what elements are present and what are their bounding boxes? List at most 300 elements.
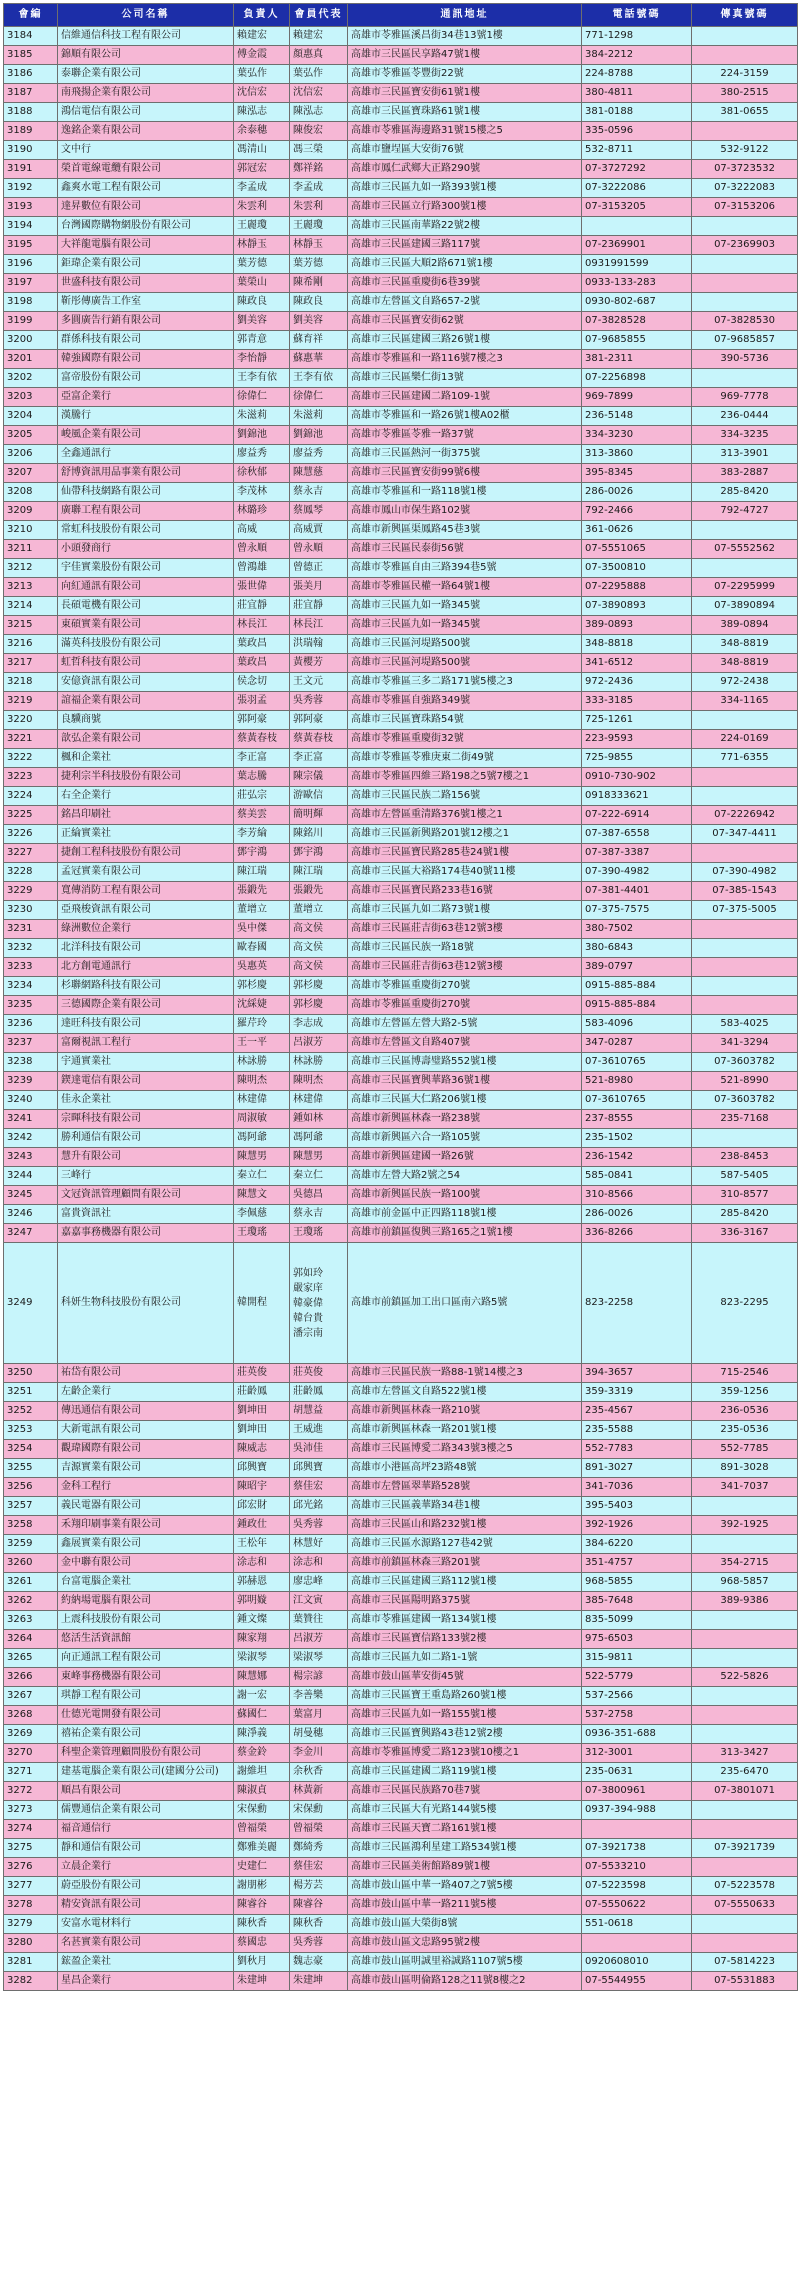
owner-cell: 葉榮山 (234, 274, 290, 293)
member-no-cell: 3185 (4, 46, 58, 65)
representative-cell: 梁淑琴 (290, 1649, 348, 1668)
representative-cell: 李正富 (290, 749, 348, 768)
representative-cell: 林建偉 (290, 1091, 348, 1110)
company-name-cell: 宇通實業社 (58, 1053, 234, 1072)
address-cell: 高雄市新興區六合一路105號 (348, 1129, 582, 1148)
representative-cell: 馮三榮 (290, 141, 348, 160)
fax-cell: 715-2546 (692, 1364, 798, 1383)
phone-cell: 286-0026 (582, 1205, 692, 1224)
fax-cell: 07-3723532 (692, 160, 798, 179)
address-cell: 高雄市鼓山區大榮街8號 (348, 1915, 582, 1934)
representative-cell: 高文侯 (290, 939, 348, 958)
phone-cell: 07-387-3387 (582, 844, 692, 863)
owner-cell: 曾鴻雄 (234, 559, 290, 578)
fax-cell: 392-1925 (692, 1516, 798, 1535)
fax-cell (692, 1934, 798, 1953)
company-name-cell: 南飛揚企業有限公司 (58, 84, 234, 103)
table-row (4, 1421, 798, 1440)
table-header-row (4, 4, 798, 27)
address-cell: 高雄市前金區中正四路118號1樓 (348, 1205, 582, 1224)
phone-cell: 537-2566 (582, 1687, 692, 1706)
company-name-cell: 鍥達電信有限公司 (58, 1072, 234, 1091)
fax-cell: 285-8420 (692, 483, 798, 502)
representative-cell: 王威進 (290, 1421, 348, 1440)
member-no-cell: 3223 (4, 768, 58, 787)
phone-cell: 384-6220 (582, 1535, 692, 1554)
address-cell: 高雄市三民區寶珠路61號1樓 (348, 103, 582, 122)
fax-cell (692, 1915, 798, 1934)
phone-cell: 07-3610765 (582, 1053, 692, 1072)
member-no-cell: 3184 (4, 27, 58, 46)
fax-cell: 972-2438 (692, 673, 798, 692)
table-row (4, 1896, 798, 1915)
company-name-cell: 北方創電通訊行 (58, 958, 234, 977)
fax-cell: 587-5405 (692, 1167, 798, 1186)
address-cell: 高雄市三民區寶興華路36號1樓 (348, 1072, 582, 1091)
member-no-cell: 3270 (4, 1744, 58, 1763)
member-no-cell: 3238 (4, 1053, 58, 1072)
representative-cell: 蔡佳宏 (290, 1478, 348, 1497)
address-cell: 高雄市新興區林森一路210號 (348, 1402, 582, 1421)
table-row (4, 1706, 798, 1725)
table-row (4, 1744, 798, 1763)
representative-cell: 游歐信 (290, 787, 348, 806)
fax-cell (692, 1820, 798, 1839)
member-no-cell: 3260 (4, 1554, 58, 1573)
phone-cell: 0936-351-688 (582, 1725, 692, 1744)
table-row (4, 407, 798, 426)
table-row (4, 1440, 798, 1459)
table-row (4, 369, 798, 388)
owner-cell: 馮清山 (234, 141, 290, 160)
owner-cell: 陳淨義 (234, 1725, 290, 1744)
table-row (4, 293, 798, 312)
representative-cell: 李善樂 (290, 1687, 348, 1706)
fax-cell (692, 1687, 798, 1706)
phone-cell: 384-2212 (582, 46, 692, 65)
owner-cell: 劉坤田 (234, 1421, 290, 1440)
table-row (4, 1820, 798, 1839)
representative-cell: 王麗瓊 (290, 217, 348, 236)
company-name-cell: 誼福企業有限公司 (58, 692, 234, 711)
owner-cell: 莊英俊 (234, 1364, 290, 1383)
representative-cell: 宋保勳 (290, 1801, 348, 1820)
address-cell: 高雄市鹽埕區大安街76號 (348, 141, 582, 160)
address-cell: 高雄市苓雅區和一路26號1樓A02櫃 (348, 407, 582, 426)
member-no-cell: 3276 (4, 1858, 58, 1877)
representative-cell: 郭杉慶 (290, 996, 348, 1015)
address-cell: 高雄市苓雅區苓豐街22號 (348, 65, 582, 84)
representative-cell: 鄭綺秀 (290, 1839, 348, 1858)
table-row (4, 1383, 798, 1402)
member-no-cell: 3265 (4, 1649, 58, 1668)
address-cell: 高雄市新興區林森一路238號 (348, 1110, 582, 1129)
phone-cell: 975-6503 (582, 1630, 692, 1649)
member-no-cell: 3218 (4, 673, 58, 692)
owner-cell: 史建仁 (234, 1858, 290, 1877)
member-no-cell: 3269 (4, 1725, 58, 1744)
address-cell: 高雄市三民區莊吉街63巷12號3樓 (348, 958, 582, 977)
phone-cell: 583-4096 (582, 1015, 692, 1034)
fax-cell: 235-7168 (692, 1110, 798, 1129)
representative-cell: 吳秀蓉 (290, 1516, 348, 1535)
company-name-cell: 慧升有限公司 (58, 1148, 234, 1167)
owner-cell: 李孟成 (234, 179, 290, 198)
company-name-cell: 上震科技股份有限公司 (58, 1611, 234, 1630)
address-cell: 高雄市左營區左營大路2-5號 (348, 1015, 582, 1034)
phone-cell: 224-8788 (582, 65, 692, 84)
fax-cell (692, 46, 798, 65)
table-row (4, 844, 798, 863)
company-name-cell: 義民電器有限公司 (58, 1497, 234, 1516)
representative-cell: 葉芳德 (290, 255, 348, 274)
phone-cell: 823-2258 (582, 1243, 692, 1364)
company-name-cell: 孟冠實業有限公司 (58, 863, 234, 882)
member-no-cell: 3275 (4, 1839, 58, 1858)
member-no-cell: 3186 (4, 65, 58, 84)
representative-cell: 陳慧男 (290, 1148, 348, 1167)
member-no-cell: 3280 (4, 1934, 58, 1953)
member-no-cell: 3272 (4, 1782, 58, 1801)
address-cell: 高雄市新興區民族一路100號 (348, 1186, 582, 1205)
address-cell: 高雄市三民區寶安街62號 (348, 312, 582, 331)
table-row (4, 597, 798, 616)
address-cell: 高雄市三民區民享路47號1樓 (348, 46, 582, 65)
company-name-cell: 福音通信行 (58, 1820, 234, 1839)
fax-cell: 07-390-4982 (692, 863, 798, 882)
representative-cell: 林長江 (290, 616, 348, 635)
fax-cell: 389-9386 (692, 1592, 798, 1611)
fax-cell (692, 939, 798, 958)
owner-cell: 邱興寶 (234, 1459, 290, 1478)
member-no-cell: 3191 (4, 160, 58, 179)
address-cell: 高雄市三民區水源路127巷42號 (348, 1535, 582, 1554)
company-name-cell: 安富水電材料行 (58, 1915, 234, 1934)
phone-cell: 389-0893 (582, 616, 692, 635)
owner-cell: 徐秋郁 (234, 464, 290, 483)
phone-cell: 380-6843 (582, 939, 692, 958)
phone-cell (582, 1934, 692, 1953)
fax-cell: 310-8577 (692, 1186, 798, 1205)
fax-cell: 969-7778 (692, 388, 798, 407)
address-cell: 高雄市三民區九如一路155號1樓 (348, 1706, 582, 1725)
member-no-cell: 3204 (4, 407, 58, 426)
header-representative: 會員代表 (290, 4, 348, 27)
member-no-cell: 3197 (4, 274, 58, 293)
phone-cell: 223-9593 (582, 730, 692, 749)
member-no-cell: 3187 (4, 84, 58, 103)
table-row (4, 350, 798, 369)
owner-cell: 蘇國仁 (234, 1706, 290, 1725)
address-cell: 高雄市三民區重慶街6巷39號 (348, 274, 582, 293)
member-no-cell: 3217 (4, 654, 58, 673)
company-name-cell: 泰聯企業有限公司 (58, 65, 234, 84)
fax-cell (692, 1535, 798, 1554)
fax-cell (692, 369, 798, 388)
address-cell: 高雄市鳳仁武鄉大正路290號 (348, 160, 582, 179)
owner-cell: 劉錦池 (234, 426, 290, 445)
phone-cell: 235-1502 (582, 1129, 692, 1148)
representative-cell: 陳俊宏 (290, 122, 348, 141)
company-name-cell: 嘉嘉事務機器有限公司 (58, 1224, 234, 1243)
address-cell: 高雄市三民區大有光路144號5樓 (348, 1801, 582, 1820)
company-name-cell: 鑫爽水電工程有限公司 (58, 179, 234, 198)
company-name-cell: 禾翔印刷事業有限公司 (58, 1516, 234, 1535)
company-name-cell: 台富電腦企業社 (58, 1573, 234, 1592)
address-cell: 高雄市三民區寶信路133號2樓 (348, 1630, 582, 1649)
fax-cell: 334-1165 (692, 692, 798, 711)
company-name-cell: 逸銘企業有限公司 (58, 122, 234, 141)
table-row (4, 749, 798, 768)
representative-cell: 高威賈 (290, 521, 348, 540)
fax-cell (692, 1801, 798, 1820)
table-row (4, 103, 798, 122)
address-cell: 高雄市三民區南華路22號2樓 (348, 217, 582, 236)
table-row (4, 1148, 798, 1167)
owner-cell: 郭赫恩 (234, 1573, 290, 1592)
fax-cell: 07-3921739 (692, 1839, 798, 1858)
phone-cell: 235-5588 (582, 1421, 692, 1440)
table-row (4, 1535, 798, 1554)
phone-cell: 835-5099 (582, 1611, 692, 1630)
fax-cell: 348-8819 (692, 654, 798, 673)
phone-cell: 771-1298 (582, 27, 692, 46)
phone-cell: 07-3800961 (582, 1782, 692, 1801)
table-row (4, 27, 798, 46)
address-cell: 高雄市鼓山區明誠里裕誠路1107號5樓 (348, 1953, 582, 1972)
representative-cell: 呂淑芳 (290, 1034, 348, 1053)
owner-cell: 林詠勝 (234, 1053, 290, 1072)
table-row (4, 1953, 798, 1972)
representative-cell: 鍾如林 (290, 1110, 348, 1129)
table-row (4, 996, 798, 1015)
owner-cell: 陳秋香 (234, 1915, 290, 1934)
phone-cell: 07-3828528 (582, 312, 692, 331)
representative-cell: 王文元 (290, 673, 348, 692)
member-no-cell: 3230 (4, 901, 58, 920)
owner-cell: 葉弘作 (234, 65, 290, 84)
company-name-cell: 吉源實業有限公司 (58, 1459, 234, 1478)
phone-cell: 0933-133-283 (582, 274, 692, 293)
owner-cell: 賴建宏 (234, 27, 290, 46)
fax-cell (692, 217, 798, 236)
address-cell: 高雄市三民區山和路232號1樓 (348, 1516, 582, 1535)
owner-cell: 郭阿豪 (234, 711, 290, 730)
phone-cell: 725-1261 (582, 711, 692, 730)
table-row (4, 255, 798, 274)
representative-cell: 李金川 (290, 1744, 348, 1763)
fax-cell (692, 559, 798, 578)
table-row (4, 1554, 798, 1573)
phone-cell: 07-381-4401 (582, 882, 692, 901)
owner-cell: 陳威志 (234, 1440, 290, 1459)
fax-cell: 380-2515 (692, 84, 798, 103)
representative-cell: 洪瑞翰 (290, 635, 348, 654)
member-no-cell: 3261 (4, 1573, 58, 1592)
company-name-cell: 良驥商號 (58, 711, 234, 730)
owner-cell: 馮阿爺 (234, 1129, 290, 1148)
table-row (4, 198, 798, 217)
owner-cell: 朱滋莉 (234, 407, 290, 426)
member-no-cell: 3250 (4, 1364, 58, 1383)
fax-cell: 07-5531883 (692, 1972, 798, 1991)
member-no-cell: 3246 (4, 1205, 58, 1224)
owner-cell: 王李有依 (234, 369, 290, 388)
company-name-cell: 綠洲數位企業行 (58, 920, 234, 939)
address-cell: 高雄市苓雅區苓雅一路37號 (348, 426, 582, 445)
company-name-cell: 虹哲科技有限公司 (58, 654, 234, 673)
company-name-cell: 立晨企業行 (58, 1858, 234, 1877)
member-no-cell: 3255 (4, 1459, 58, 1478)
representative-cell: 涂志和 (290, 1554, 348, 1573)
phone-cell: 335-0596 (582, 122, 692, 141)
fax-cell (692, 274, 798, 293)
phone-cell: 552-7783 (582, 1440, 692, 1459)
member-no-cell: 3273 (4, 1801, 58, 1820)
fax-cell: 07-3153206 (692, 198, 798, 217)
address-cell: 高雄市三民區民族一路18號 (348, 939, 582, 958)
representative-cell: 高文侯 (290, 958, 348, 977)
address-cell: 高雄市苓雅區自強路349號 (348, 692, 582, 711)
member-no-cell: 3247 (4, 1224, 58, 1243)
phone-cell: 07-387-6558 (582, 825, 692, 844)
owner-cell: 宋保勳 (234, 1801, 290, 1820)
company-name-cell: 廣聯工程有限公司 (58, 502, 234, 521)
address-cell: 高雄市苓雅區溪昌街34巷13號1樓 (348, 27, 582, 46)
address-cell: 高雄市三民區寶安街99號6樓 (348, 464, 582, 483)
owner-cell: 張鍛先 (234, 882, 290, 901)
table-row (4, 787, 798, 806)
table-row (4, 84, 798, 103)
representative-cell: 陳希剛 (290, 274, 348, 293)
owner-cell: 莊齡鳳 (234, 1383, 290, 1402)
phone-cell (582, 1820, 692, 1839)
address-cell: 高雄市三民區立行路300號1樓 (348, 198, 582, 217)
owner-cell: 陳明杰 (234, 1072, 290, 1091)
member-no-cell: 3220 (4, 711, 58, 730)
phone-cell: 341-7036 (582, 1478, 692, 1497)
company-name-cell: 向正通訊工程有限公司 (58, 1649, 234, 1668)
table-row (4, 160, 798, 179)
address-cell: 高雄市苓雅區博愛二路123號10樓之1 (348, 1744, 582, 1763)
company-name-cell: 仕德光電開發有限公司 (58, 1706, 234, 1725)
table-row (4, 1934, 798, 1953)
member-no-cell: 3202 (4, 369, 58, 388)
representative-cell: 楊芳芸 (290, 1877, 348, 1896)
fax-cell: 381-0655 (692, 103, 798, 122)
address-cell: 高雄市三民區美術館路89號1樓 (348, 1858, 582, 1877)
representative-cell: 曾福榮 (290, 1820, 348, 1839)
company-name-cell: 峻風企業有限公司 (58, 426, 234, 445)
member-no-cell: 3257 (4, 1497, 58, 1516)
address-cell: 高雄市三民區河堤路500號 (348, 654, 582, 673)
owner-cell: 蔡黃春枝 (234, 730, 290, 749)
header-member-no: 會編 (4, 4, 58, 27)
table-row (4, 1915, 798, 1934)
table-row (4, 1782, 798, 1801)
header-address: 通訊地址 (348, 4, 582, 27)
member-no-cell: 3195 (4, 236, 58, 255)
fax-cell: 235-6470 (692, 1763, 798, 1782)
fax-cell: 341-7037 (692, 1478, 798, 1497)
fax-cell: 07-3222083 (692, 179, 798, 198)
member-no-cell: 3224 (4, 787, 58, 806)
table-row (4, 939, 798, 958)
table-row (4, 673, 798, 692)
owner-cell: 陳淑貞 (234, 1782, 290, 1801)
phone-cell: 0930-802-687 (582, 293, 692, 312)
table-row (4, 920, 798, 939)
member-no-cell: 3192 (4, 179, 58, 198)
company-name-cell: 向紅通訊有限公司 (58, 578, 234, 597)
representative-cell: 吳秀蓉 (290, 692, 348, 711)
representative-cell: 蔡永吉 (290, 483, 348, 502)
member-no-cell: 3200 (4, 331, 58, 350)
owner-cell: 梁淑琴 (234, 1649, 290, 1668)
company-name-cell: 捷創工程科技股份有限公司 (58, 844, 234, 863)
fax-cell: 224-3159 (692, 65, 798, 84)
company-name-cell: 信維通信科技工程有限公司 (58, 27, 234, 46)
fax-cell: 07-3603782 (692, 1091, 798, 1110)
representative-cell: 吳秀蓉 (290, 1934, 348, 1953)
table-row (4, 141, 798, 160)
company-name-cell: 金科工程行 (58, 1478, 234, 1497)
member-no-cell: 3199 (4, 312, 58, 331)
table-row (4, 654, 798, 673)
fax-cell (692, 122, 798, 141)
member-no-cell: 3242 (4, 1129, 58, 1148)
phone-cell: 0915-885-884 (582, 977, 692, 996)
table-row (4, 1205, 798, 1224)
company-name-cell: 滿英科技股份有限公司 (58, 635, 234, 654)
company-name-cell: 觀瑋國際有限公司 (58, 1440, 234, 1459)
member-no-cell: 3264 (4, 1630, 58, 1649)
owner-cell: 郭杉慶 (234, 977, 290, 996)
member-no-cell: 3229 (4, 882, 58, 901)
member-no-cell: 3196 (4, 255, 58, 274)
representative-cell: 陳江瑞 (290, 863, 348, 882)
fax-cell: 354-2715 (692, 1554, 798, 1573)
phone-cell: 237-8555 (582, 1110, 692, 1129)
phone-cell: 969-7899 (582, 388, 692, 407)
owner-cell: 朱建坤 (234, 1972, 290, 1991)
address-cell: 高雄市三民區大順2路671號1樓 (348, 255, 582, 274)
fax-cell (692, 521, 798, 540)
company-name-cell: 三峰行 (58, 1167, 234, 1186)
representative-cell: 沈信宏 (290, 84, 348, 103)
owner-cell: 李佩慈 (234, 1205, 290, 1224)
phone-cell: 725-9855 (582, 749, 692, 768)
fax-cell: 07-5814223 (692, 1953, 798, 1972)
phone-cell: 381-0188 (582, 103, 692, 122)
representative-cell: 陳睿谷 (290, 1896, 348, 1915)
phone-cell: 315-9811 (582, 1649, 692, 1668)
table-row (4, 1478, 798, 1497)
member-no-cell: 3210 (4, 521, 58, 540)
header-owner: 負責人 (234, 4, 290, 27)
owner-cell: 葉志騰 (234, 768, 290, 787)
fax-cell (692, 711, 798, 730)
phone-cell: 07-5223598 (582, 1877, 692, 1896)
representative-cell: 葉贊往 (290, 1611, 348, 1630)
representative-cell: 鄧宇鴻 (290, 844, 348, 863)
table-body (4, 27, 798, 1991)
table-row (4, 901, 798, 920)
representative-cell: 賴建宏 (290, 27, 348, 46)
member-no-cell: 3258 (4, 1516, 58, 1535)
member-no-cell: 3227 (4, 844, 58, 863)
fax-cell: 792-4727 (692, 502, 798, 521)
